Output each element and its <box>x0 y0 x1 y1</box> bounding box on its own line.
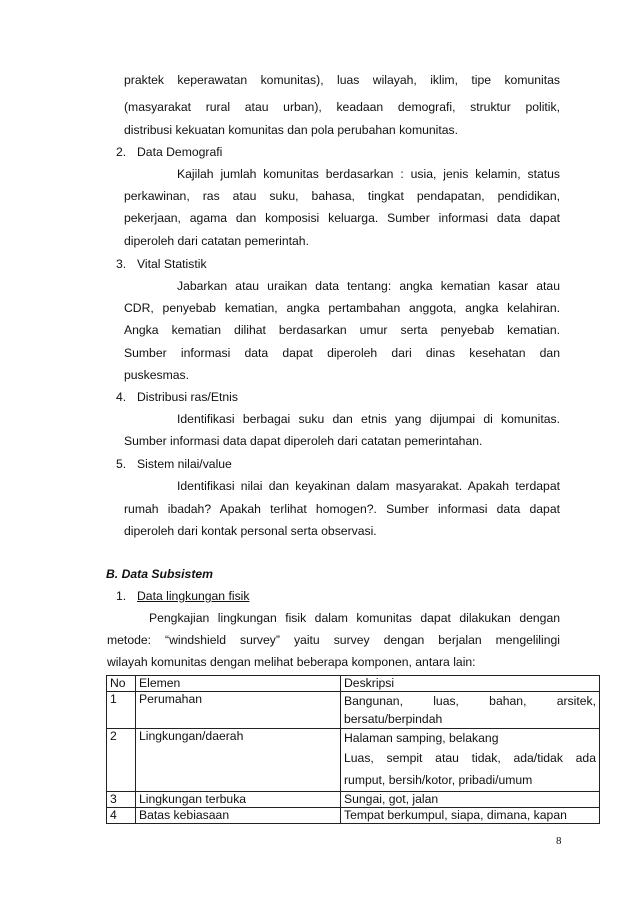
list-item-line: Sumber informasi data dapat diperoleh dari dinas kesehatan dan <box>124 346 560 360</box>
paragraph-line: wilayah komunitas dengan melihat beberapa komponen, antara lain: <box>107 655 476 669</box>
table-cell-elemen: Batas kebiasaan <box>136 808 341 824</box>
table-header-cell: Elemen <box>136 676 341 692</box>
intro-line: (masyarakat rural atau urban), keadaan demografi, struktur politik, <box>124 100 560 114</box>
table-row <box>107 792 600 808</box>
sub-item-title: Data lingkungan fisik <box>137 589 250 603</box>
intro-line: praktek keperawatan komunitas), luas wilayah, iklim, tipe komunitas <box>124 73 560 87</box>
desc-line: Bangunan, luas, bahan, arsitek, <box>344 694 596 708</box>
desc-line: rumput, bersih/kotor, pribadi/umum <box>344 773 533 787</box>
table-row <box>107 808 600 824</box>
list-item-line: rumah ibadah? Apakah terlihat homogen?. Sumber informasi data dapat <box>124 502 560 516</box>
table-row <box>107 692 600 729</box>
table-header-row <box>107 676 600 692</box>
table-cell-no: 4 <box>107 808 136 824</box>
desc-line: Luas, sempit atau tidak, ada/tidak ada <box>344 751 596 765</box>
elements-table <box>106 675 600 824</box>
section-heading: B. Data Subsistem <box>106 567 214 581</box>
table-cell-deskripsi <box>341 729 600 792</box>
list-item-line: diperoleh dari catatan pemerintah. <box>124 234 309 248</box>
list-item-line: Identifikasi nilai dan keyakinan dalam masyarakat. Apakah terdapat <box>177 479 560 493</box>
list-item-line: diperoleh dari kontak personal serta observasi. <box>124 524 377 538</box>
table-row <box>107 729 600 792</box>
paragraph-line: metode: “windshield survey” yaitu survey dengan berjalan mengelilingi <box>107 633 560 647</box>
list-item-title: Data Demografi <box>137 145 223 159</box>
table-cell-elemen: Lingkungan terbuka <box>136 792 341 808</box>
sub-item-number: 1. <box>116 589 127 603</box>
list-item-title: Sistem nilai/value <box>137 457 232 471</box>
list-item-number: 4. <box>116 390 127 404</box>
table-header-cell: No <box>107 676 136 692</box>
list-item-line: perkawinan, ras atau suku, bahasa, tingkat pendapatan, pendidikan, <box>124 189 560 203</box>
desc-line: Halaman samping, belakang <box>344 731 499 745</box>
intro-line: distribusi kekuatan komunitas dan pola perubahan komunitas. <box>124 123 459 137</box>
table-cell-no: 1 <box>107 692 136 729</box>
table-cell-elemen: Lingkungan/daerah <box>136 729 341 792</box>
list-item-line: puskesmas. <box>124 368 190 382</box>
list-item-line: Angka kematian dilihat berdasarkan umur serta penyebab kematian. <box>124 323 560 337</box>
list-item-line: CDR, penyebab kematian, angka pertambahan anggota, angka kelahiran. <box>124 301 560 315</box>
table-cell-deskripsi <box>341 692 600 729</box>
list-item-line: Jabarkan atau uraikan data tentang: angka kematian kasar atau <box>177 279 560 293</box>
list-item-title: Vital Statistik <box>137 257 207 271</box>
list-item-number: 2. <box>116 145 127 159</box>
desc-line: Sungai, got, jalan <box>344 792 439 806</box>
desc-line: bersatu/berpindah <box>344 712 443 726</box>
list-item-line: Sumber informasi data dapat diperoleh dari catatan pemerintahan. <box>124 434 483 448</box>
table-cell-deskripsi <box>341 792 600 808</box>
list-item-line: Identifikasi berbagai suku dan etnis yang dijumpai di komunitas. <box>177 412 560 426</box>
list-item-line: Kajilah jumlah komunitas berdasarkan : usia, jenis kelamin, status <box>177 167 560 181</box>
desc-line: Tempat berkumpul, siapa, dimana, kapan <box>344 808 567 822</box>
table-cell-elemen: Perumahan <box>136 692 341 729</box>
list-item-line: pekerjaan, agama dan komposisi keluarga. Sumber informasi data dapat <box>124 211 560 225</box>
page-number: 8 <box>556 835 562 847</box>
table-cell-deskripsi <box>341 808 600 824</box>
table-cell-no: 2 <box>107 729 136 792</box>
list-item-title: Distribusi ras/Etnis <box>137 390 238 404</box>
list-item-number: 5. <box>116 457 127 471</box>
paragraph-line: Pengkajian lingkungan fisik dalam komunitas dapat dilakukan dengan <box>149 611 560 625</box>
table-cell-no: 3 <box>107 792 136 808</box>
table-header-cell: Deskripsi <box>341 676 600 692</box>
list-item-number: 3. <box>116 257 127 271</box>
